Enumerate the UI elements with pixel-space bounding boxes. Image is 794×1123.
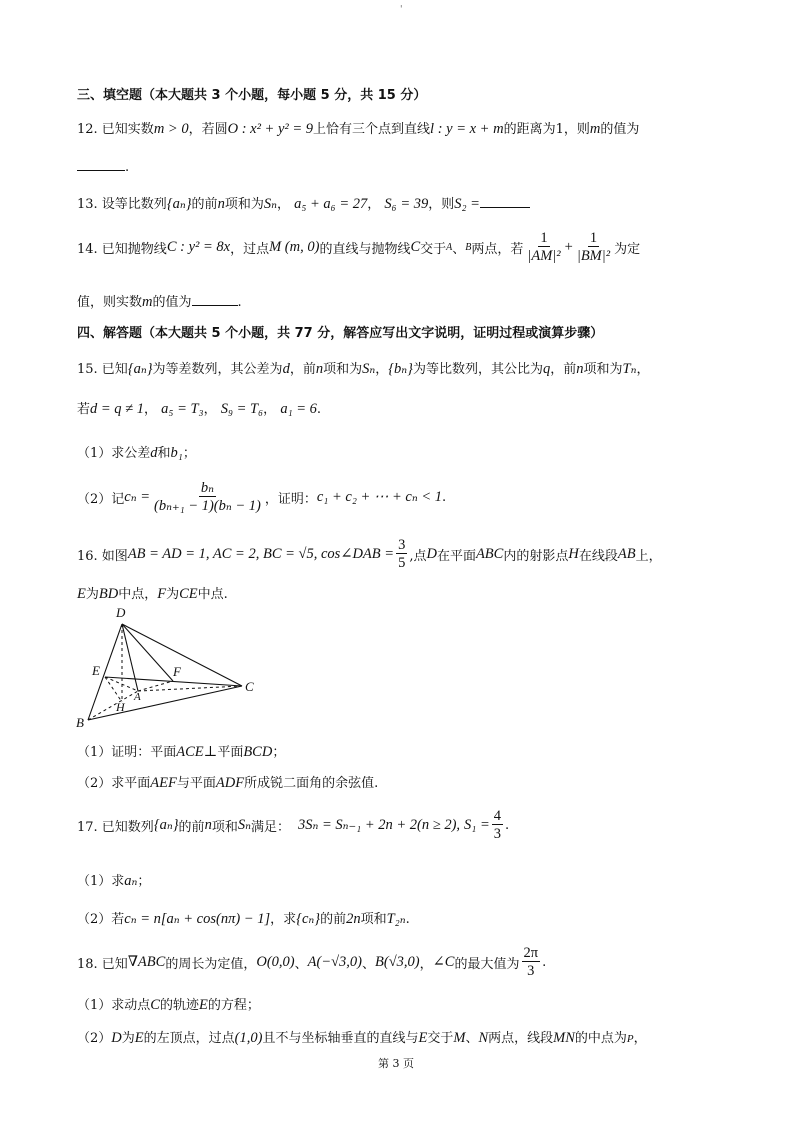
q13-ask: S₂ = <box>454 196 480 212</box>
label-B: B <box>76 715 84 730</box>
q18-p2-sep: 、 <box>465 1031 479 1046</box>
q15-line1: 15. 已知{aₙ}为等差数列，其公差为d，前n项和为Sₙ，{bₙ}为等比数列，其公比为q，前n项和为Tₙ， <box>77 361 650 377</box>
q13-text-b: 的前 <box>191 197 218 212</box>
q18-text-b: 的周长为定值， <box>165 957 257 972</box>
q18-p1-C: C <box>150 997 160 1013</box>
q13-answer-blank[interactable] <box>480 195 530 208</box>
q14-text-b: ，过点 <box>230 242 270 257</box>
q16-line1 <box>77 537 662 572</box>
label-H: H <box>116 700 125 714</box>
q16-p1-perp: ⊥ <box>203 744 218 760</box>
edge-BA <box>88 691 138 720</box>
label-E: E <box>92 663 100 678</box>
q18-sep2: 、 <box>362 957 376 972</box>
q16-text-e: 在线段 <box>578 549 618 564</box>
q14-text-e: 两点，若 <box>471 242 524 257</box>
q12-text-a: 12. 已知实数 <box>77 122 154 137</box>
q15-bn: {bₙ} <box>388 361 413 377</box>
q16-E: E <box>77 586 86 602</box>
q13-text-d: ，则 <box>428 197 455 212</box>
q16-H: H <box>568 546 579 562</box>
q17-frac: $\frac{4}{3}$ <box>493 808 501 842</box>
q15-text-b: 为等差数列，其公差为 <box>152 362 283 377</box>
q15-d: d <box>282 361 290 377</box>
q18-p2-end: ， <box>633 1031 647 1046</box>
q14-line1 <box>77 230 640 265</box>
q12-answer-blank[interactable] <box>77 158 125 171</box>
q15-p2-prove: ，证明： <box>264 492 317 507</box>
q12-text-b: ，若圆 <box>188 122 228 137</box>
q18-p2-P: P <box>626 1033 634 1045</box>
q18-text-d: 的最大值为 <box>454 957 520 972</box>
q18-p1-locus: 的轨迹 <box>159 998 199 1013</box>
q18-p1-text: （1）求动点 <box>77 998 151 1013</box>
q15-p2-ineq: c₁ + c₂ + ⋯ + cₙ < 1 <box>316 489 443 505</box>
q15-cond4: a₁ = 6 <box>280 401 317 417</box>
q14-C: C <box>410 239 421 255</box>
q17-p1-text: （1）求 <box>77 874 125 889</box>
q15-text-if: 若 <box>77 402 91 417</box>
q18-p2-is: 为 <box>121 1031 135 1046</box>
q12-line2 <box>77 158 129 175</box>
q15-part2: （2）记 cₙ = $\frac{\text{bₙ}}{\text{(bₙ₊₁ − 1)(bₙ − 1)}}$ ，证明： c₁ + c₂ + ⋯ + cₙ < 1 . <box>77 480 447 514</box>
q16-part2 <box>77 772 378 792</box>
q13-line: 13. 设等比数列{aₙ}的前n项和为Sₙ， a₅ + a₆ = 27， S₆ = 39，则S₂ = <box>77 193 530 213</box>
q16-is2: 为 <box>166 587 180 602</box>
q17-part1 <box>77 870 150 890</box>
q15-an: {aₙ} <box>127 361 153 377</box>
q17-p2-text: （2）若 <box>77 912 125 927</box>
edge-DC <box>122 624 242 686</box>
q15-sn: Sₙ <box>362 361 376 377</box>
q14-frac2: $\frac{1}{\text{|BM|²}}$ <box>576 230 611 264</box>
q15-p1-text: （1）求公差 <box>77 446 151 461</box>
q16-text-b: ,点 <box>409 549 427 564</box>
q17-p1-end: ； <box>137 874 151 889</box>
label-F: F <box>173 664 181 679</box>
q16-frac: $\frac{3}{5}$ <box>398 537 406 571</box>
q15-p2-cn: cₙ = <box>124 489 151 505</box>
header-mark: ' <box>400 5 403 15</box>
q12-text-d: 的距离为1，则 <box>503 122 590 137</box>
q17-p2-T: T₂ₙ <box>386 911 406 927</box>
q18-p2-MN: MN <box>553 1030 575 1046</box>
q13-text-a: 13. 设等比数列 <box>77 197 167 212</box>
q16-p2-end: 所成锐二面角的余弦值. <box>244 776 379 791</box>
q14-m: m <box>142 294 153 310</box>
q18-p2-text-e: 交于 <box>427 1031 454 1046</box>
q18-p2-text-c: 的左顶点，过点 <box>143 1031 235 1046</box>
q15-tn: Tₙ <box>622 361 637 377</box>
q16-tetrahedron-figure <box>70 600 270 735</box>
q14-parabola: C : y² = 8x <box>166 239 231 255</box>
q15-line2: 若d = q ≠ 1， a₅ = T₃， S₉ = T₆， a₁ = 6. <box>77 401 322 417</box>
q14-end: . <box>237 295 242 310</box>
q17-text-b: 的前 <box>178 820 205 835</box>
q14-A: A <box>446 242 453 253</box>
q14-answer-blank[interactable] <box>192 293 238 306</box>
q18-line1 <box>77 945 546 980</box>
q14-line2 <box>77 291 242 311</box>
q16-p2-with: 与平面 <box>176 776 216 791</box>
q12-line: l : y = x + m <box>430 121 504 137</box>
q18-p2-D: D <box>111 1030 122 1046</box>
q18-p2-M: M <box>453 1030 466 1046</box>
q16-p1-end: ； <box>272 745 286 760</box>
q16-text-f: 上， <box>635 549 662 564</box>
section3-title: 三、填空题（本大题共 3 个小题，每小题 5 分，共 15 分） <box>77 88 427 103</box>
q16-p2-ADF: ADF <box>215 775 245 791</box>
q14-text-g: 值，则实数 <box>77 295 143 310</box>
q18-p2-num: （2） <box>77 1031 112 1046</box>
edge-DA <box>122 624 138 691</box>
q16-part1 <box>77 741 285 761</box>
q14-text-a: 14. 已知抛物线 <box>77 242 167 257</box>
q12-text-c: 上恰有三个点到直线 <box>313 122 431 137</box>
q16-mid2: 中点. <box>197 587 228 602</box>
q16-text-a: 16. 如图 <box>77 549 128 564</box>
q15-cond3: S₉ = T₆ <box>220 401 264 417</box>
q15-p1-and: 和 <box>157 446 171 461</box>
q12-line1 <box>77 118 639 138</box>
q16-F: F <box>157 586 167 602</box>
q16-p1-BCD: BCD <box>243 744 273 760</box>
q14-text-c: 的直线与抛物线 <box>319 242 411 257</box>
q15-text-h: 项和为 <box>583 362 623 377</box>
q15-p1-d: d <box>150 445 158 461</box>
q17-p2-first: 的前 <box>320 912 347 927</box>
q14-frac1: $\frac{1}{\text{|AM|²}}$ <box>527 230 561 264</box>
q17-p2-ask: ，求 <box>270 912 297 927</box>
q16-text-d: 内的射影点 <box>503 549 569 564</box>
q18-triangle: ∇ABC <box>127 954 166 970</box>
q18-part1 <box>77 994 260 1014</box>
q14-text-h: 的值为 <box>152 295 192 310</box>
q17-line1 <box>77 808 509 843</box>
q17-part2 <box>77 908 410 928</box>
q18-A: A(−√3,0) <box>307 954 363 970</box>
q15-p2-text: （2）记 <box>77 492 125 507</box>
q17-relation: 3Sₙ = Sₙ₋₁ + 2n + 2(n ≥ 2), <box>297 817 461 833</box>
q18-angle: ∠C <box>432 954 455 970</box>
q18-sep1: 、 <box>294 957 308 972</box>
q18-p1-end: 的方程； <box>207 998 260 1013</box>
q15-p2-frac: $\frac{\text{bₙ}}{\text{(bₙ₊₁ − 1)(bₙ − 1)}}$ <box>154 480 261 514</box>
q17-sn: Sₙ <box>237 817 251 833</box>
q17-text-d: 满足： <box>250 820 290 835</box>
edge-AC <box>138 686 242 691</box>
q17-p1-an: aₙ <box>124 873 138 889</box>
q15-part1 <box>77 442 196 462</box>
q16-AB: AB <box>617 546 636 562</box>
q13-n: n <box>217 196 225 212</box>
q13-cond1: a₅ + a₆ = 27 <box>294 196 368 212</box>
q18-p2-text-d: 且不与坐标轴垂直的直线与 <box>262 1031 419 1046</box>
q13-sn: Sₙ <box>263 196 277 212</box>
q17-s1: S₁ = <box>464 817 490 833</box>
q18-end: . <box>542 955 547 970</box>
q14-text-f: 为定 <box>614 242 641 257</box>
q16-p1-text: （1）证明：平面 <box>77 745 177 760</box>
q16-p2-text: （2）求平面 <box>77 776 151 791</box>
q16-p1-plane: 平面 <box>217 745 244 760</box>
q18-frac: $\frac{2\pi}{3}$ <box>523 945 539 979</box>
q16-mid1: 中点， <box>118 587 158 602</box>
label-C: C <box>245 679 254 694</box>
q12-end: . <box>125 160 130 175</box>
q14-B: B <box>465 242 472 253</box>
q15-n2: n <box>576 361 584 377</box>
q16-text-c: 在平面 <box>436 549 476 564</box>
q12-var: m <box>589 121 601 137</box>
edge-EH <box>105 677 122 702</box>
q18-p2-text-f: 两点，线段 <box>488 1031 554 1046</box>
q16-BD: BD <box>98 586 119 602</box>
q13-text-c: 项和为 <box>224 197 264 212</box>
q16-is1: 为 <box>85 587 99 602</box>
q15-text-c: ，前 <box>289 362 316 377</box>
q14-point: M (m, 0) <box>269 239 320 255</box>
q18-B: B(√3,0) <box>375 954 420 970</box>
q18-p2-text-g: 的中点为 <box>574 1031 627 1046</box>
q15-cond2: a₅ = T₃ <box>161 401 204 417</box>
q14-sep: 、 <box>452 242 466 257</box>
q15-text-f: 为等比数列，其公比为 <box>412 362 543 377</box>
q18-part2 <box>77 1027 647 1047</box>
q16-D: D <box>426 546 437 562</box>
q17-end: . <box>504 818 510 833</box>
q18-p2-E: E <box>134 1030 144 1046</box>
q17-p2-cn: cₙ = n[aₙ + cos(nπ) − 1] <box>124 911 271 927</box>
q16-ABC: ABC <box>475 546 504 562</box>
q15-cond1: d = q ≠ 1 <box>90 401 145 417</box>
edge-DF <box>122 624 173 681</box>
q15-p1-b1: b₁ <box>170 445 183 461</box>
q18-O: O(0,0) <box>256 954 295 970</box>
q12-cond: m > 0 <box>153 121 189 137</box>
q17-p2-seq: {cₙ} <box>296 911 321 927</box>
q17-an: {aₙ} <box>153 817 179 833</box>
q12-circle: O : x² + y² = 9 <box>227 121 314 137</box>
q14-text-d: 交于 <box>420 242 447 257</box>
edge-AF <box>138 681 173 691</box>
q15-text-e: 项和为 <box>323 362 363 377</box>
q16-p2-AEF: AEF <box>150 775 177 791</box>
q17-p2-end: . <box>405 912 410 927</box>
q13-cond2: S₆ = 39 <box>384 196 429 212</box>
q18-p2-point: (1,0) <box>234 1030 263 1046</box>
q16-given: AB = AD = 1, AC = 2, BC = √5, cos∠DAB = <box>127 546 395 562</box>
q18-text-c: ， <box>419 957 433 972</box>
q15-text-g: ，前 <box>550 362 577 377</box>
q12-text-e: 的值为 <box>600 122 640 137</box>
q15-text-a: 15. 已知 <box>77 362 128 377</box>
q17-p2-sum: 项和 <box>360 912 387 927</box>
q16-p1-ACE: ACE <box>176 744 204 760</box>
q17-p2-2n: 2n <box>346 911 361 927</box>
label-D: D <box>116 605 126 620</box>
q15-n: n <box>315 361 324 377</box>
q15-q: q <box>543 361 551 377</box>
q13-seq: {aₙ} <box>166 196 192 212</box>
label-A: A <box>134 691 141 703</box>
q18-p2-N: N <box>478 1030 489 1046</box>
q15-p1-end: ； <box>182 446 196 461</box>
q14-plus: + <box>564 239 573 255</box>
edge-BC <box>88 686 242 720</box>
q18-text-a: 18. 已知 <box>77 957 128 972</box>
q18-p1-E: E <box>198 997 208 1013</box>
q17-text-c: 项和 <box>211 820 238 835</box>
q17-text-a: 17. 已知数列 <box>77 820 154 835</box>
q16-CE: CE <box>179 586 198 602</box>
section4-title: 四、解答题（本大题共 5 个小题，共 77 分，解答应写出文字说明，证明过程或演算步骤） <box>77 326 604 341</box>
page-number: 第 3 页 <box>378 1057 414 1070</box>
q18-p2-E2: E <box>418 1030 428 1046</box>
q17-n: n <box>204 817 212 833</box>
